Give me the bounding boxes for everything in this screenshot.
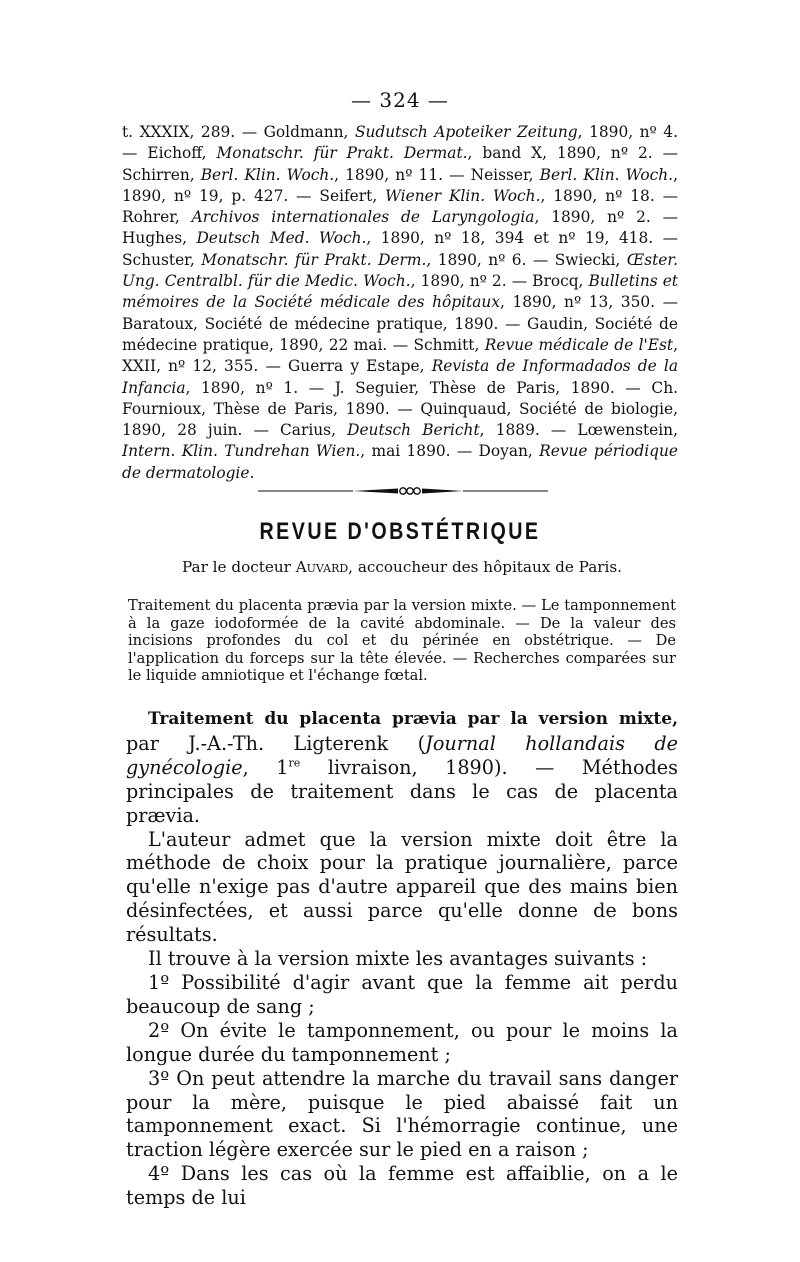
list-item: 1º Possibilité d'agir avant que la femme ait perdu beaucoup de sang ;: [126, 970, 678, 1018]
article-title: Traitement du placenta prævia par la version mixte,: [148, 709, 678, 729]
article-body: [126, 706, 678, 1210]
list-item: 2º On évite le tamponnement, ou pour le moins la longue durée du tamponnement ;: [126, 1018, 678, 1066]
page-number: — 324 —: [351, 88, 449, 112]
section-summary: Traitement du placenta prævia par la version mixte. — Le tamponnement à la gaze iodoformée de la cavité abdominale. — De la valeur des incisions profondes du col et du périnée en obstétrique. — De l'application du forceps sur la tête élevée. — Recherches comparées sur le liquide amniotique et l'échange fœtal.: [128, 597, 676, 684]
paragraph: L'auteur admet que la version mixte doit être la méthode de choix pour la pratique journalière, parce qu'elle n'exige pas d'autre appareil que des mains bien désinfectées, et aussi parce qu'elle donne de bons résultats.: [126, 827, 678, 947]
section-title: REVUE D'OBSTÉTRIQUE: [259, 518, 541, 545]
list-item: 4º Dans les cas où la femme est affaiblie, on a le temps de lui: [126, 1162, 678, 1210]
section-divider-ornament: [258, 485, 548, 497]
article-heading-paragraph: Traitement du placenta prævia par la version mixte, par J.-A.-Th. Ligterenk (Journal hollandais de gynécologie, 1re livraison, 1890). — Méthodes principales de traitement dans le cas de placenta prævia.: [126, 709, 679, 827]
paragraph: Il trouve à la version mixte les avantages suivants :: [148, 947, 648, 971]
list-item: 3º On peut attendre la marche du travail sans danger pour la mère, puisque le pied abaissé fait un tamponnement exact. Si l'hémorragie continue, une traction légère exercée sur le pied en a raison ;: [126, 1066, 678, 1162]
bibliography-references: t. XXXIX, 289. — Goldmann, Sudutsch Apoteiker Zeitung, 1890, nº 4. — Eichoff, Monatschr. für Prakt. Dermat., band X, 1890, nº 2. — Schirren, Berl. Klin. Woch., 1890, nº 11. — Neisser, Berl. Klin. Woch., 1890, nº 19, p. 427. — Seifert, Wiener Klin. Woch., 1890, nº 18. — Rohrer, Archivos internationales de Laryngologia, 1890, nº 2. — Hughes, Deutsch Med. Woch., 1890, nº 18, 394 et nº 19, 418. — Schuster, Monatschr. für Prakt. Derm., 1890, nº 6. — Swiecki, Œster. Ung. Centralbl. für die Medic. Woch., 1890, nº 2. — Brocq, Bulletins et mémoires de la Société médicale des hôpitaux, 1890, nº 13, 350. — Baratoux, Société de médecine pratique, 1890. — Gaudin, Société de médecine pratique, 1890, 22 mai. — Schmitt, Revue médicale de l'Est, XXII, nº 12, 355. — Guerra y Estape, Revista de Informadados de la Infancia, 1890, nº 1. — J. Seguier, Thèse de Paris, 1890. — Ch. Fournioux, Thèse de Paris, 1890. — Quinquaud, Société de biologie, 1890, 28 juin. — Carius, Deutsch Bericht, 1889. — Lœwenstein, Intern. Klin. Tundrehan Wien., mai 1890. — Doyan, Revue périodique de dermatologie.: [122, 123, 679, 482]
section-author-line: Par le docteur Auvard, accoucheur des hôpitaux de Paris.: [182, 558, 622, 576]
